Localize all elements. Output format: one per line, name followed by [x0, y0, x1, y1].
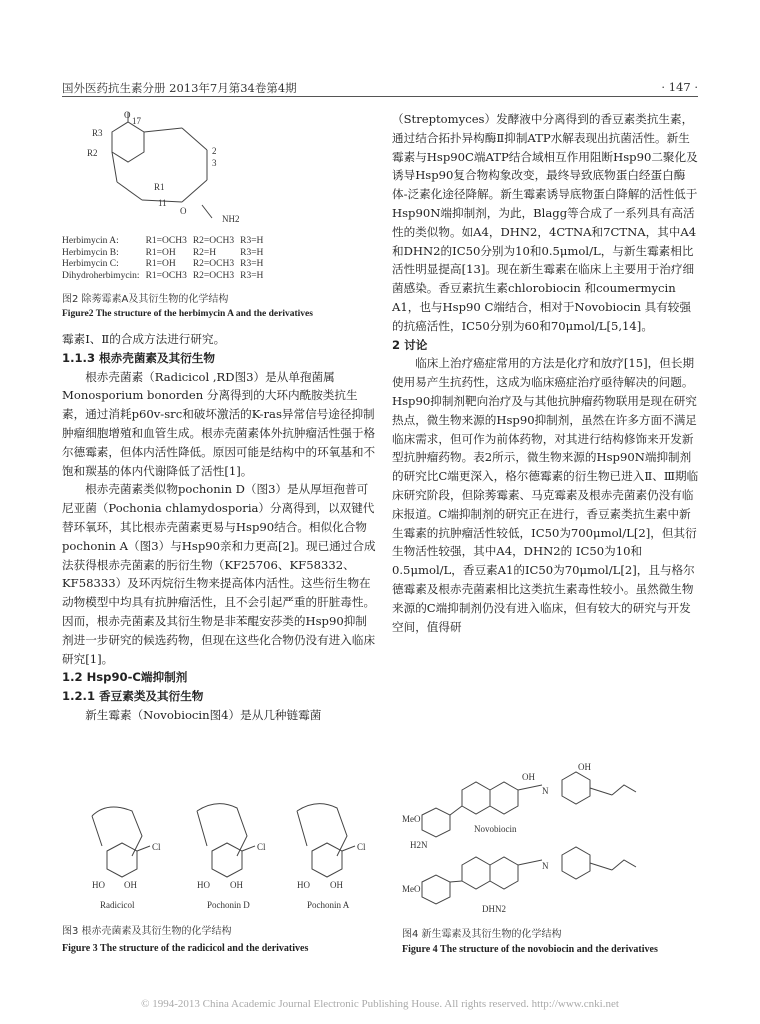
header-rule	[62, 96, 698, 97]
legend-row: Herbimycin B: R1=OH R2=H R3=H	[62, 247, 264, 258]
paragraph: 新生霉素（Novobiocin图4）是从几种链霉菌	[85, 707, 322, 722]
svg-text:2: 2	[212, 146, 217, 156]
svg-text:OH: OH	[124, 880, 137, 890]
section-heading-1-2: 1.2 Hsp90-C端抑制剂	[62, 670, 188, 685]
paragraph: 临床上治疗癌症常用的方法是化疗和放疗[15]，但长期使用易产生抗药性，这成为临床癌症治疗亟待解决的问题。Hsp90抑制剂靶向治疗及与其他抗肿瘤药物联用是现在研究热点，微生物来源的Hsp90抑制剂，虽然在许多方面不满足临床需求，但可作为前体药物，对其进行结构修饰来开发新型抗肿瘤药物。表2所示，微生物来源的Hsp90N端抑制剂的研究比C端更深入，格尔德霉素的衍生物已进入Ⅱ、Ⅲ期临床研究阶段，但除莠霉素、马克霉素及根赤壳菌素仍没有临床报道。C端抑制剂的研究正在进行，香豆素类抗生素中新生霉素的抗肿瘤活性较低，IC50为700μmol/L[2]，但其衍生物活性较强，其中A4，DHN2的 IC50为10和0.5μmol/L，香豆素A1的IC50为70μmol/L[2]，且与格尔德霉素及根赤壳菌素相比这类抗生素毒性较小。虽然微生物来源的C端抑制剂仍没有进入临床，但有较大的研究与开发空间，值得研	[392, 356, 699, 634]
fig3-caption-cn: 图3 根赤壳菌素及其衍生物的化学结构	[62, 926, 232, 937]
dhn2-structure	[402, 847, 636, 914]
novobiocin-structure	[402, 762, 636, 850]
copyright-footer: © 1994-2013 China Academic Journal Electronic Publishing House. All rights reserved. http://www.cnki.net	[141, 998, 619, 1010]
section-heading-1-1-3: 1.1.3 根赤壳菌素及其衍生物	[62, 350, 215, 365]
radicicol-label: Radicicol	[100, 900, 135, 910]
svg-text:H2N: H2N	[410, 840, 428, 850]
svg-text:17: 17	[132, 116, 141, 126]
svg-text:NH2: NH2	[222, 214, 240, 224]
fig2-caption-cn: 图2 除莠霉素A及其衍生物的化学结构	[62, 294, 229, 305]
svg-text:Cl: Cl	[357, 842, 366, 852]
svg-text:Cl: Cl	[152, 842, 161, 852]
pochonin-d-structure	[197, 804, 266, 890]
svg-text:O: O	[124, 110, 131, 120]
novobiocin-label: Novobiocin	[474, 824, 517, 834]
pochonin-a-structure	[297, 804, 366, 890]
svg-text:MeO: MeO	[402, 884, 421, 894]
svg-text:N: N	[542, 861, 549, 871]
figure-3	[62, 796, 382, 954]
herbimycin-structure	[62, 110, 272, 228]
radicicol-structure	[92, 807, 161, 890]
paragraph: 霉素Ⅰ、Ⅱ的合成方法进行研究。	[62, 332, 226, 346]
fig2-caption-en: Figure2 The structure of the herbimycin A and the derivatives	[62, 309, 313, 319]
pochonin-a-label: Pochonin A	[307, 900, 350, 910]
journal-title: 国外医药抗生素分册 2013年7月第34卷第4期	[62, 81, 297, 95]
section-heading-1-2-1: 1.2.1 香豆素类及其衍生物	[62, 689, 204, 704]
legend-row: Herbimycin A: R1=OCH3 R2=OCH3 R3=H	[62, 236, 264, 246]
figure-4	[402, 762, 702, 955]
section-heading-2: 2 讨论	[392, 337, 428, 352]
pochonin-d-label: Pochonin D	[207, 900, 250, 910]
svg-text:Cl: Cl	[257, 842, 266, 852]
legend-row: Herbimycin C: R1=OH R2=OCH3 R3=H	[62, 259, 264, 269]
dhn2-label: DHN2	[482, 904, 506, 914]
svg-text:OH: OH	[330, 880, 343, 890]
paragraph: 根赤壳菌素类似物pochonin D（图3）是从厚垣孢普可尼亚菌（Pochonia chlamydosporia）分离得到，以双键代替环氧环，其比根赤壳菌素更易与Hsp90结合。相似化合物pochonin A（图3）与Hsp90亲和力更高[2]。现已通过合成法获得根赤壳菌素的肟衍生物（KF25706、KF58332、KF58333）及环丙烷衍生物来提高体内活性。这些衍生物在动物模型中均具有抗肿瘤活性，且不会引起严重的肝脏毒性。因而，根赤壳菌素及其衍生物是非苯醌安莎类的Hsp90抑制剂进一步研究的候选药物，但现在这些化合物仍没有进入临床研究[1]。	[62, 482, 376, 666]
legend-row: Dihydroherbimycin: R1=OCH3 R2=OCH3 R3=H	[62, 270, 264, 281]
svg-text:OH: OH	[522, 772, 535, 782]
paragraph: 根赤壳菌素（Radicicol ,RD图3）是从单孢菌属Monosporium bonorden 分离得到的大环内酰胺类抗生素，通过消耗p60v-src和破坏激活的K-ras异常信号途径抑制肿瘤细胞增殖和血管生成。根赤壳菌素体外抗肿瘤活性强于格尔德霉素，但体内活性降低。原因可能是结构中的环氧基和不饱和羰基的体内代谢降低了活性[1]。	[62, 369, 376, 478]
svg-text:OH: OH	[230, 880, 243, 890]
herbimycin-legend	[62, 236, 269, 282]
svg-text:N: N	[542, 786, 549, 796]
right-column	[392, 110, 700, 636]
svg-text:11: 11	[158, 198, 167, 208]
fig3-caption-en: Figure 3 The structure of the radicicol and the derivatives	[62, 943, 309, 954]
page-number: · 147 ·	[661, 80, 698, 94]
svg-text:OH: OH	[578, 762, 591, 772]
novobiocin-structures	[402, 762, 702, 915]
svg-text:HO: HO	[197, 880, 210, 890]
svg-text:MeO: MeO	[402, 814, 421, 824]
figure-2	[62, 110, 362, 319]
svg-text:O: O	[180, 206, 187, 216]
svg-text:R3: R3	[92, 128, 103, 138]
left-column	[62, 330, 376, 725]
paragraph: （Streptomyces）发酵液中分离得到的香豆素类抗生素，通过结合拓扑异构酶Ⅱ抑制ATP水解表现出抗菌活性。新生霉素与Hsp90C端ATP结合域相互作用阻断Hsp90二聚化及诱导Hsp90复合物构象改变，最终导致底物蛋白经蛋白酶体-泛素化途径降解。新生霉素诱导底物蛋白降解的活性低于Hsp90N端抑制剂，为此，Blagg等合成了一系列具有高活性的类似物。如A4，DHN2，4CTNA和7CTNA，其中A4和DHN2的IC50分别为10和0.5μmol/L，与新生霉素相比活性明显提高[13]。现在新生霉素在临床上主要用于治疗细菌感染。香豆素抗生素chlorobiocin 和coumermycin A1，也与Hsp90 C端结合，相对于Novobiocin 具有较强的抗癌活性，IC50分别为60和70μmol/L[5,14]。	[392, 112, 698, 333]
running-header	[62, 80, 698, 96]
fig4-caption-cn: 图4 新生霉素及其衍生物的化学结构	[402, 929, 562, 940]
svg-text:HO: HO	[92, 880, 105, 890]
svg-text:3: 3	[212, 158, 217, 168]
svg-text:HO: HO	[297, 880, 310, 890]
svg-text:R1: R1	[154, 182, 165, 192]
radicicol-structures	[62, 796, 382, 914]
fig4-caption-en: Figure 4 The structure of the novobiocin and the derivatives	[402, 944, 658, 955]
svg-text:R2: R2	[87, 148, 98, 158]
